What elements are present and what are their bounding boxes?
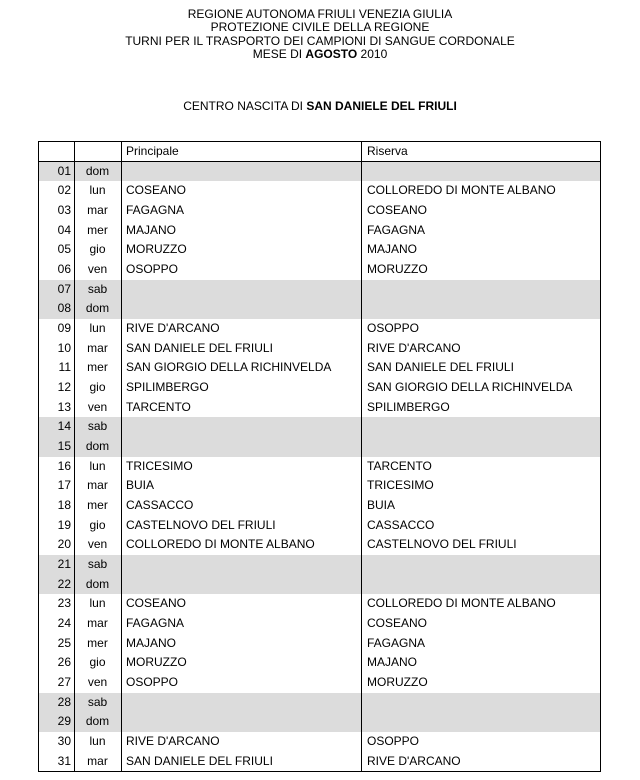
cell-riserva: COSEANO — [367, 202, 428, 217]
cell-day-number: 18 — [57, 497, 71, 512]
cell-weekday: gio — [89, 379, 106, 394]
cell-weekday: lun — [89, 183, 106, 198]
cell-principale: MAJANO — [126, 635, 177, 650]
table-row-weekend — [39, 437, 600, 457]
cell-weekday: gio — [89, 517, 106, 532]
cell-weekday: mer — [87, 360, 108, 375]
cell-day-number: 31 — [57, 753, 71, 768]
cell-day-number: 24 — [57, 615, 71, 630]
cell-day-number: 13 — [57, 399, 71, 414]
cell-day-number: 01 — [57, 163, 71, 178]
cell-riserva — [363, 712, 599, 732]
table-row — [39, 752, 600, 772]
cell-day-number: 10 — [57, 340, 71, 355]
cell-weekday: dom — [85, 714, 110, 729]
cell-day-number: 17 — [57, 478, 71, 493]
cell-weekday: gio — [89, 242, 106, 257]
cell-principale: SPILIMBERGO — [126, 379, 209, 394]
cell-day-number: 28 — [57, 694, 71, 709]
table-row — [39, 634, 600, 654]
column-divider-weekday — [121, 142, 122, 771]
cell-principale: COLLOREDO DI MONTE ALBANO — [126, 537, 315, 552]
table-row-weekend — [39, 280, 600, 300]
cell-weekday: mer — [87, 497, 108, 512]
table-row — [39, 496, 600, 516]
table-row — [39, 181, 600, 201]
cell-weekday: dom — [85, 301, 110, 316]
cell-day-number: 21 — [57, 556, 71, 571]
cell-principale: MAJANO — [126, 222, 177, 237]
cell-riserva: COLLOREDO DI MONTE ALBANO — [367, 183, 556, 198]
cell-weekday: sab — [87, 419, 108, 434]
cell-principale: RIVE D'ARCANO — [126, 320, 220, 335]
cell-principale: SAN DANIELE DEL FRIULI — [126, 753, 273, 768]
cell-riserva: MAJANO — [367, 655, 418, 670]
cell-weekday: mar — [87, 615, 108, 630]
month-line — [0, 48, 640, 61]
birth-center-title — [0, 99, 640, 113]
table-row-weekend — [39, 575, 600, 595]
region-title: REGIONE AUTONOMA FRIULI VENEZIA GIULIA — [187, 7, 453, 21]
cell-principale: OSOPPO — [126, 261, 179, 276]
cell-day-number: 09 — [57, 320, 71, 335]
schedule-title: TURNI PER IL TRASPORTO DEI CAMPIONI DI SANGUE CORDONALE — [125, 33, 515, 48]
cell-day-number: 26 — [57, 655, 71, 670]
cell-principale — [123, 712, 363, 732]
cell-principale: TARCENTO — [126, 399, 191, 414]
cell-day-number: 04 — [57, 222, 71, 237]
cell-riserva: MAJANO — [367, 242, 418, 257]
cell-principale — [123, 555, 363, 575]
cell-principale: FAGAGNA — [126, 615, 185, 630]
cell-day-number: 05 — [57, 242, 71, 257]
table-row-weekend — [39, 693, 600, 713]
cell-day-number: 14 — [57, 419, 71, 434]
cell-principale: CASTELNOVO DEL FRIULI — [126, 517, 276, 532]
cell-riserva — [363, 693, 599, 713]
table-row — [39, 240, 600, 260]
cell-riserva: FAGAGNA — [367, 222, 426, 237]
table-row-weekend — [39, 162, 600, 182]
cell-principale: MORUZZO — [126, 242, 187, 257]
document-header — [0, 8, 640, 61]
cell-riserva — [363, 280, 599, 300]
table-row — [39, 221, 600, 241]
cell-principale — [123, 280, 363, 300]
cell-riserva: OSOPPO — [367, 733, 420, 748]
cell-principale: CASSACCO — [126, 497, 194, 512]
cell-riserva: RIVE D'ARCANO — [367, 340, 461, 355]
cell-riserva: BUIA — [367, 497, 396, 512]
table-row — [39, 319, 600, 339]
table-row-weekend — [39, 299, 600, 319]
cell-weekday: dom — [85, 163, 110, 178]
table-row-weekend — [39, 555, 600, 575]
cell-day-number: 29 — [57, 714, 71, 729]
cell-weekday: ven — [87, 537, 108, 552]
cell-riserva: TRICESIMO — [367, 478, 434, 493]
cell-principale: SAN DANIELE DEL FRIULI — [126, 340, 273, 355]
cell-weekday: lun — [89, 733, 106, 748]
table-row — [39, 476, 600, 496]
cell-riserva: RIVE D'ARCANO — [367, 753, 461, 768]
cell-principale: MORUZZO — [126, 655, 187, 670]
cell-riserva — [363, 555, 599, 575]
cell-riserva — [363, 299, 599, 319]
table-row — [39, 398, 600, 418]
table-row — [39, 201, 600, 221]
month-prefix: MESE DI — [252, 46, 306, 61]
table-row — [39, 653, 600, 673]
cell-principale: FAGAGNA — [126, 202, 185, 217]
table-row-weekend — [39, 417, 600, 437]
table-row — [39, 732, 600, 752]
table-row — [39, 378, 600, 398]
cell-day-number: 19 — [57, 517, 71, 532]
cell-principale — [123, 437, 363, 457]
table-header-row — [39, 142, 600, 162]
cell-weekday: dom — [85, 576, 110, 591]
cell-weekday: mar — [87, 202, 108, 217]
cell-principale: OSOPPO — [126, 674, 179, 689]
cell-riserva: COLLOREDO DI MONTE ALBANO — [367, 596, 556, 611]
cell-day-number: 03 — [57, 202, 71, 217]
cell-principale — [123, 693, 363, 713]
cell-riserva — [363, 162, 599, 182]
cell-principale: RIVE D'ARCANO — [126, 733, 220, 748]
cell-weekday: mar — [87, 478, 108, 493]
cell-riserva — [363, 437, 599, 457]
header-principale: Principale — [126, 144, 179, 158]
cell-day-number: 06 — [57, 261, 71, 276]
cell-principale — [123, 575, 363, 595]
table-row-weekend — [39, 712, 600, 732]
cell-weekday: sab — [87, 694, 108, 709]
cell-day-number: 25 — [57, 635, 71, 650]
cell-riserva: SAN GIORGIO DELLA RICHINVELDA — [367, 379, 573, 394]
cell-principale — [123, 417, 363, 437]
cell-riserva: FAGAGNA — [367, 635, 426, 650]
cell-day-number: 16 — [57, 458, 71, 473]
cell-riserva: TARCENTO — [367, 458, 432, 473]
header-riserva: Riserva — [367, 144, 408, 158]
month-year: 2010 — [357, 46, 388, 61]
cell-riserva — [363, 417, 599, 437]
cell-principale — [123, 162, 363, 182]
column-divider-principale — [361, 142, 362, 771]
cell-weekday: sab — [87, 556, 108, 571]
shift-schedule-table — [38, 141, 601, 772]
table-row — [39, 673, 600, 693]
cell-weekday: dom — [85, 438, 110, 453]
cell-weekday: mar — [87, 340, 108, 355]
cell-weekday: sab — [87, 281, 108, 296]
cell-principale: COSEANO — [126, 596, 187, 611]
center-prefix: CENTRO NASCITA DI — [183, 99, 307, 113]
cell-weekday: ven — [87, 261, 108, 276]
cell-principale — [123, 299, 363, 319]
cell-weekday: gio — [89, 655, 106, 670]
cell-weekday: mer — [87, 635, 108, 650]
table-row — [39, 339, 600, 359]
cell-principale: TRICESIMO — [126, 458, 193, 473]
agency-title: PROTEZIONE CIVILE DELLA REGIONE — [210, 20, 430, 35]
cell-day-number: 27 — [57, 674, 71, 689]
cell-principale: COSEANO — [126, 183, 187, 198]
cell-riserva: CASTELNOVO DEL FRIULI — [367, 537, 517, 552]
table-row — [39, 516, 600, 536]
center-name: SAN DANIELE DEL FRIULI — [306, 99, 457, 113]
cell-weekday: lun — [89, 596, 106, 611]
cell-riserva: MORUZZO — [367, 261, 428, 276]
cell-riserva: SPILIMBERGO — [367, 399, 450, 414]
cell-day-number: 07 — [57, 281, 71, 296]
header-weekday — [74, 142, 121, 161]
table-row — [39, 594, 600, 614]
table-row — [39, 358, 600, 378]
cell-riserva — [363, 575, 599, 595]
cell-day-number: 15 — [57, 438, 71, 453]
cell-riserva: CASSACCO — [367, 517, 435, 532]
cell-weekday: ven — [87, 674, 108, 689]
cell-day-number: 11 — [58, 360, 71, 375]
cell-day-number: 30 — [57, 733, 71, 748]
cell-day-number: 23 — [57, 596, 71, 611]
table-row — [39, 535, 600, 555]
cell-riserva: COSEANO — [367, 615, 428, 630]
cell-day-number: 12 — [57, 379, 71, 394]
table-row — [39, 457, 600, 477]
cell-principale: SAN GIORGIO DELLA RICHINVELDA — [126, 360, 332, 375]
cell-riserva: OSOPPO — [367, 320, 420, 335]
column-divider-day — [74, 142, 75, 771]
cell-day-number: 08 — [57, 301, 71, 316]
cell-weekday: ven — [87, 399, 108, 414]
cell-weekday: lun — [89, 458, 106, 473]
cell-day-number: 02 — [57, 183, 71, 198]
cell-day-number: 22 — [57, 576, 71, 591]
cell-day-number: 20 — [57, 537, 71, 552]
cell-weekday: lun — [89, 320, 106, 335]
cell-principale: BUIA — [126, 478, 155, 493]
cell-riserva: MORUZZO — [367, 674, 428, 689]
month-name: AGOSTO — [305, 46, 358, 61]
cell-weekday: mer — [87, 222, 108, 237]
table-row — [39, 260, 600, 280]
header-day-number — [39, 142, 74, 161]
cell-riserva: SAN DANIELE DEL FRIULI — [367, 360, 514, 375]
table-row — [39, 614, 600, 634]
cell-weekday: mar — [87, 753, 108, 768]
